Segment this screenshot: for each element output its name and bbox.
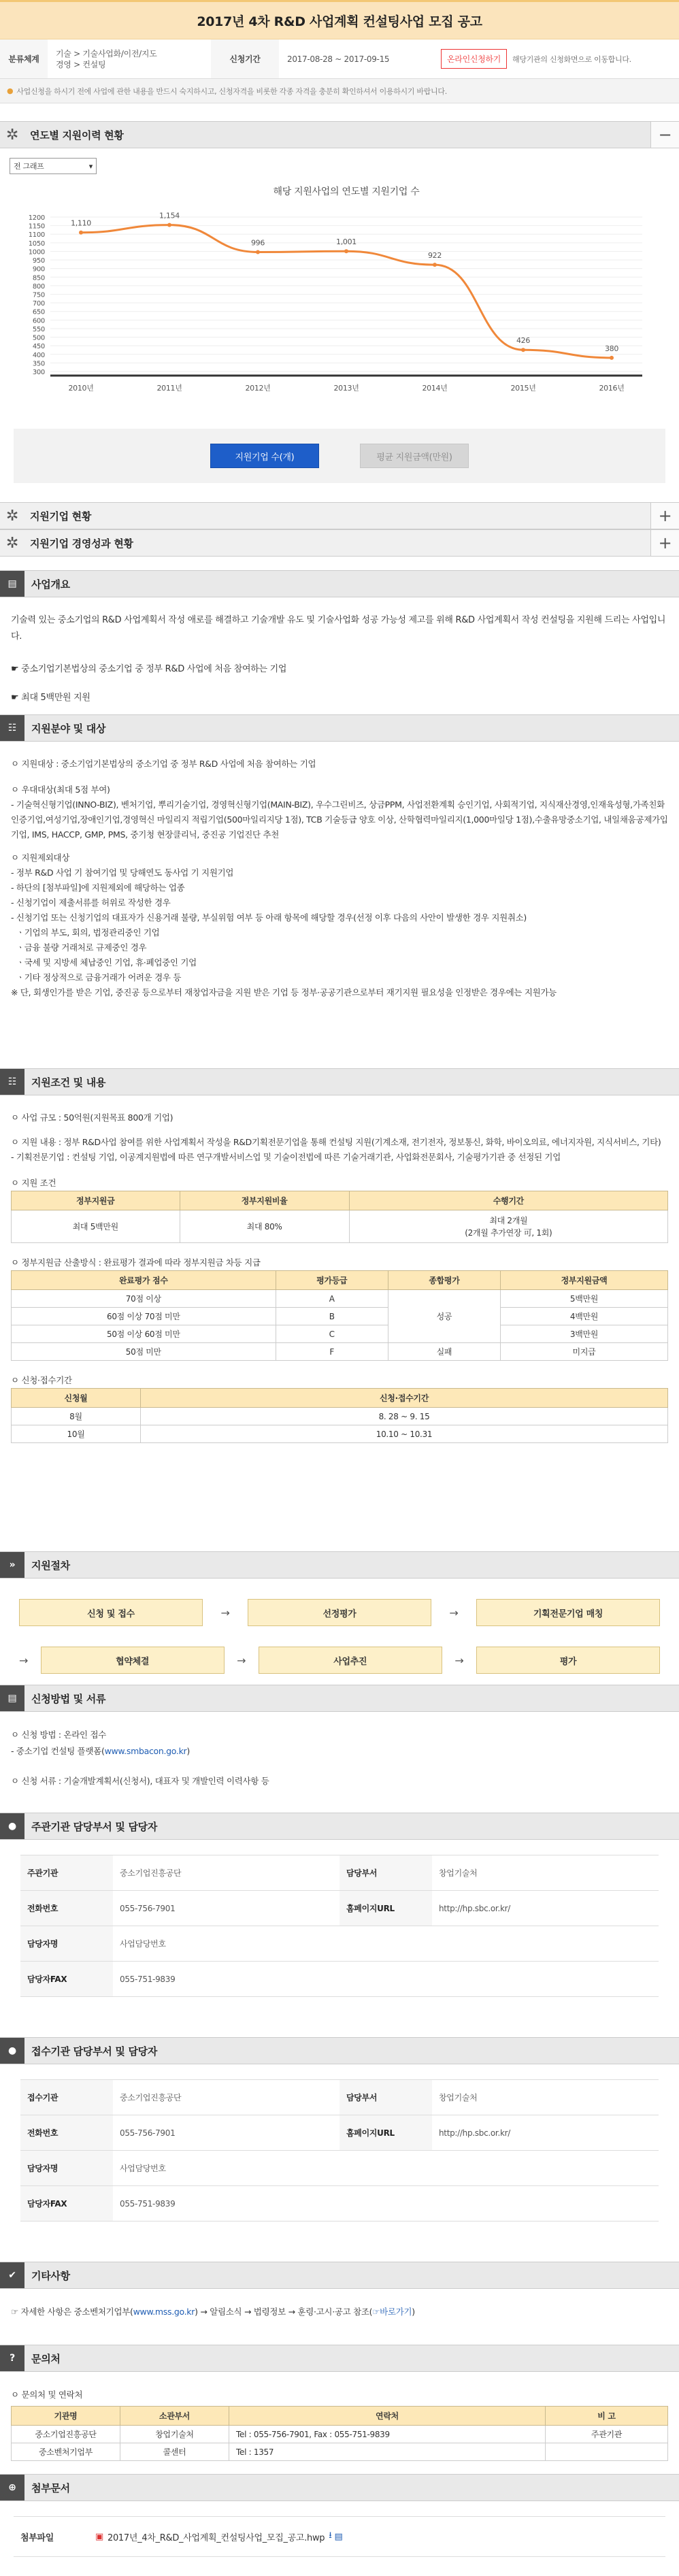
etc-text: ) — [412, 2307, 415, 2317]
online-apply-button[interactable]: 온라인신청하기 — [441, 49, 507, 69]
apply-line: ) — [186, 1746, 190, 1756]
table-cell: 50점 이상 60점 미만 — [12, 1325, 276, 1343]
gear-icon: ✲ — [5, 126, 19, 144]
attach-header — [0, 2474, 679, 2501]
chart-panel — [0, 148, 679, 502]
y-tick-label: 900 — [32, 265, 45, 274]
table-key: 홈페이지URL — [340, 1891, 432, 1926]
table-key: 전화번호 — [20, 1891, 113, 1926]
collapse-icon[interactable]: − — [650, 122, 679, 148]
x-tick-label: 2012년 — [245, 384, 271, 393]
y-tick-label: 450 — [32, 343, 45, 351]
chart-button-row — [14, 429, 665, 483]
overview-header — [0, 570, 679, 597]
table-value: 055-751-9839 — [113, 2186, 659, 2222]
table-header: 신청월 — [12, 1389, 141, 1408]
page-title-text: 2017년 4차 R&D 사업계획 컨설팅사업 모집 공고 — [197, 14, 482, 29]
shortcut-link[interactable]: ☞바로가기 — [372, 2307, 412, 2317]
data-point — [610, 356, 614, 360]
table-header: 완료평가 점수 — [12, 1271, 276, 1290]
avg-amount-button[interactable]: 평균 지원금액(만원) — [360, 444, 469, 468]
procedure-row — [0, 1647, 679, 1674]
field-line: ㅇ 지원대상 : 중소기업기본법상의 중소기업 중 정부 R&D 사업에 처음 참여하는 기업 — [11, 759, 316, 769]
table-value: 창업기술처 — [432, 2080, 659, 2115]
table-cell: Tel : 1357 — [229, 2443, 546, 2461]
arrow-right-icon: → — [454, 1653, 464, 1667]
person-icon: ● — [0, 1813, 24, 1839]
y-tick-label: 700 — [32, 300, 45, 308]
table-cell: B — [276, 1308, 388, 1325]
apply-note: 해당기관의 신청화면으로 이동합니다. — [512, 54, 631, 64]
field-line: ㆍ금융 불량 거래처로 규제중인 경우 — [16, 942, 147, 953]
data-point — [433, 263, 437, 267]
field-line: ㆍ기타 정상적으로 금융거래가 어려운 경우 등 — [16, 972, 182, 982]
procedure-row — [0, 1599, 679, 1626]
grant-table — [11, 1270, 668, 1361]
y-tick-label: 750 — [32, 291, 45, 299]
support-condition-table — [11, 1191, 668, 1243]
companies-count-button[interactable]: 지원기업 수(개) — [210, 444, 319, 468]
field-line: - 정부 R&D 사업 기 참여기업 및 당해연도 동사업 기 지원기업 — [11, 868, 234, 878]
table-value: 창업기술처 — [432, 1855, 659, 1891]
table-header: 정부지원금액 — [500, 1271, 667, 1290]
homepage-link[interactable]: http://hp.sbc.or.kr/ — [432, 1891, 659, 1926]
field-body — [0, 742, 679, 1068]
y-tick-label: 600 — [32, 317, 45, 325]
notice-bar — [0, 79, 679, 103]
table-key: 담당자FAX — [20, 2186, 113, 2222]
recv-org-body — [0, 2064, 679, 2262]
table-header: 정부지원비율 — [180, 1191, 349, 1210]
category-value: 기술 > 기술사업화/이전/지도 경영 > 컨설팅 — [56, 48, 157, 69]
table-header: 평가등급 — [276, 1271, 388, 1290]
table-cell-line: 최대 2개월 — [489, 1215, 528, 1225]
table-header: 비 고 — [546, 2407, 668, 2426]
table-cell: 4백만원 — [500, 1308, 667, 1325]
mss-link[interactable]: www.mss.go.kr — [133, 2307, 195, 2317]
arrow-right-icon: → — [220, 1606, 230, 1619]
y-tick-label: 850 — [32, 274, 45, 282]
download-icon[interactable]: ⭳ — [329, 2530, 332, 2541]
data-point — [344, 249, 348, 253]
procedure-title: 지원절차 — [31, 1559, 70, 1572]
arrow-right-icon: → — [449, 1606, 459, 1619]
data-point — [521, 348, 525, 352]
companies-header[interactable] — [0, 502, 679, 529]
field-line: - 신청기업이 제출서류를 허위로 작성한 경우 — [11, 897, 171, 908]
table-key: 전화번호 — [20, 2115, 113, 2151]
etc-header — [0, 2262, 679, 2289]
x-tick-label: 2013년 — [333, 384, 359, 393]
page-title — [0, 0, 679, 39]
contact-header — [0, 2345, 679, 2372]
gear-icon: ✲ — [5, 507, 19, 525]
data-label: 922 — [427, 251, 442, 261]
check-icon: ✔ — [0, 2262, 24, 2288]
period-label: 신청기간 — [211, 39, 279, 78]
field-line: ㅇ 지원제외대상 — [11, 853, 70, 863]
table-cell: 성공 — [388, 1290, 500, 1343]
table-cell: 50점 미만 — [12, 1343, 276, 1361]
table-header: 수행기간 — [349, 1191, 667, 1210]
x-tick-label: 2010년 — [68, 384, 94, 393]
preview-icon[interactable]: ▤ — [334, 2531, 343, 2542]
attach-file-link[interactable]: 2017년_4차_R&D_사업계획_컨설팅사업_모집_공고.hwp — [107, 2532, 325, 2543]
data-point — [79, 231, 83, 235]
x-tick-label: 2015년 — [510, 384, 536, 393]
y-tick-label: 1200 — [28, 214, 45, 222]
table-key: 접수기관 — [20, 2080, 113, 2115]
table-cell: 10월 — [12, 1425, 141, 1443]
table-cell: 10.10 ~ 10.31 — [141, 1425, 668, 1443]
category-label: 분류체계 — [0, 39, 48, 78]
field-line: ㆍ기업의 부도, 회의, 법정관리중인 기업 — [16, 927, 160, 938]
field-line: ㅇ 우대대상(최대 5점 부여) — [11, 785, 110, 795]
table-cell: 창업기술처 — [120, 2426, 229, 2443]
table-value: 중소기업진흥공단 — [113, 1855, 340, 1891]
table-key: 담당자FAX — [20, 1962, 113, 1997]
data-point — [256, 250, 260, 254]
apply-line: ㅇ 신청 서류 : 기술개발계획서(신청서), 대표자 및 개발인력 이력사항 등 — [11, 1776, 269, 1786]
conditions-line: ㅇ 신청·접수기간 — [11, 1375, 72, 1385]
info-icon: ● — [7, 86, 14, 95]
main-org-header — [0, 1813, 679, 1840]
x-tick-label: 2016년 — [599, 384, 625, 393]
procedure-step: 기획전문기업 매칭 — [476, 1599, 660, 1626]
document-icon: ▤ — [0, 571, 24, 597]
data-label: 1,110 — [71, 218, 91, 228]
conditions-line: - 기획전문기업 : 컨설팅 기업, 이공계지원법에 따른 연구개발서비스업 및 기술이전법에 따른 기술거래기관, 사업화전문회사, 기술평가기관 중 선정된 기업 — [11, 1152, 561, 1162]
overview-body — [0, 597, 679, 714]
apply-line: ㅇ 신청 방법 : 온라인 접수 — [11, 1730, 107, 1740]
checklist-icon: ☷ — [0, 715, 24, 741]
conditions-line: ㅇ 사업 규모 : 50억원(지원목표 800개 기업) — [11, 1112, 173, 1123]
data-label: 996 — [250, 238, 265, 248]
attachment-icon: ⊕ — [0, 2475, 24, 2500]
y-tick-label: 1000 — [28, 248, 45, 257]
conditions-line: ㅇ 지원 조건 — [11, 1178, 56, 1188]
main-org-title: 주관기관 담당부서 및 담당자 — [31, 1820, 158, 1833]
table-value: 055-756-7901 — [113, 1891, 340, 1926]
attach-row — [14, 2516, 665, 2557]
arrow-right-icon: → — [237, 1653, 246, 1667]
period-value: 2017-08-28 ~ 2017-09-15 — [287, 54, 390, 64]
etc-title: 기타사항 — [31, 2269, 70, 2282]
table-value: 055-756-7901 — [113, 2115, 340, 2151]
table-cell: C — [276, 1325, 388, 1343]
apply-title: 신청방법 및 서류 — [31, 1692, 106, 1705]
y-tick-label: 350 — [32, 360, 45, 368]
table-header: 정부지원금 — [12, 1191, 180, 1210]
data-label: 380 — [604, 344, 619, 353]
procedure-body — [0, 1579, 679, 1685]
field-line: - 하단의 [첨부파일]에 지원제외에 해당하는 업종 — [11, 882, 185, 893]
y-tick-label: 1050 — [28, 240, 45, 248]
chart-select-value: 전 그래프 — [14, 162, 44, 171]
x-tick-label: 2014년 — [422, 384, 448, 393]
table-cell: 5백만원 — [500, 1290, 667, 1308]
table-cell — [349, 1210, 667, 1243]
expand-icon[interactable]: + — [650, 530, 679, 556]
table-key: 담당부서 — [340, 2080, 432, 2115]
homepage-link[interactable]: http://hp.sbc.or.kr/ — [432, 2115, 659, 2151]
table-cell: 70점 이상 — [12, 1290, 276, 1308]
info-bar — [0, 39, 679, 79]
chart-type-select[interactable] — [10, 158, 97, 174]
notice-text: 사업신청을 하시기 전에 사업에 관한 내용을 반드시 숙지하시고, 신청자격을 비롯한 각종 자격을 충분히 확인하셔서 이용하시기 바랍니다. — [16, 86, 447, 96]
main-org-body — [0, 1840, 679, 2037]
table-cell: 주관기관 — [546, 2426, 668, 2443]
conditions-header — [0, 1068, 679, 1095]
table-value: 중소기업진흥공단 — [113, 2080, 340, 2115]
attach-title: 첨부문서 — [31, 2481, 70, 2494]
performance-title: 지원기업 경영성과 현황 — [30, 537, 133, 550]
y-tick-label: 550 — [32, 325, 45, 333]
recv-org-table — [20, 2079, 659, 2222]
apply-header — [0, 1685, 679, 1712]
contact-title: 문의처 — [31, 2352, 61, 2365]
fast-forward-icon: » — [0, 1552, 24, 1578]
period-table — [11, 1388, 668, 1443]
y-tick-label: 1100 — [28, 231, 45, 240]
y-tick-label: 1150 — [28, 222, 45, 231]
field-header — [0, 714, 679, 742]
y-tick-label: 400 — [32, 351, 45, 359]
apply-line: - 중소기업 컨설팅 플랫폼( — [11, 1746, 105, 1756]
table-cell — [546, 2443, 668, 2461]
conditions-body — [0, 1095, 679, 1551]
table-value: 사업담당번호 — [113, 1926, 659, 1962]
table-header: 연락처 — [229, 2407, 546, 2426]
table-key: 담당자명 — [20, 1926, 113, 1962]
etc-text: ☞ 자세한 사항은 중소벤처기업부( — [11, 2307, 133, 2317]
table-header: 신청·접수기간 — [141, 1389, 668, 1408]
field-line: - 신청기업 또는 신청기업의 대표자가 신용거래 불량, 부실위험 여부 등 아래 항목에 해당할 경우(선정 이후 다음의 사안이 발생한 경우 지원취소) — [11, 912, 527, 923]
overview-title: 사업개요 — [31, 578, 70, 591]
procedure-step: 선정평가 — [248, 1599, 431, 1626]
table-cell: 콜센터 — [120, 2443, 229, 2461]
table-header: 소관부서 — [120, 2407, 229, 2426]
field-line: ㆍ국세 및 지방세 체납중인 기업, 휴·폐업중인 기업 — [16, 957, 197, 968]
contact-table — [11, 2406, 668, 2461]
table-cell: Tel : 055-756-7901, Fax : 055-751-9839 — [229, 2426, 546, 2443]
hwp-file-icon: ▣ — [95, 2531, 103, 2542]
table-cell: 최대 80% — [180, 1210, 349, 1243]
table-cell: 8월 — [12, 1408, 141, 1425]
person-icon: ● — [0, 2038, 24, 2064]
table-value: 055-751-9839 — [113, 1962, 659, 1997]
table-key: 담당부서 — [340, 1855, 432, 1891]
procedure-step: 신청 및 접수 — [19, 1599, 203, 1626]
conditions-title: 지원조건 및 내용 — [31, 1076, 106, 1089]
overview-text: 기술력 있는 중소기업의 R&D 사업계획서 작성 애로를 해결하고 기술개발 유도 및 기술사업화 성공 가능성 제고를 위해 R&D 사업계획서 작성 컨설팅을 지원해 드리는 사업입니다. — [11, 615, 666, 642]
history-title: 연도별 지원이력 현황 — [30, 129, 124, 142]
companies-title: 지원기업 현황 — [30, 510, 92, 523]
table-cell: 미지급 — [500, 1343, 667, 1361]
procedure-step: 사업추진 — [259, 1647, 442, 1674]
contact-line: ㅇ 문의처 및 연락처 — [11, 2390, 83, 2400]
table-cell: F — [276, 1343, 388, 1361]
table-key: 담당자명 — [20, 2151, 113, 2186]
data-label: 1,154 — [159, 211, 180, 220]
y-tick-label: 300 — [32, 369, 45, 376]
y-tick-label: 650 — [32, 308, 45, 316]
y-tick-label: 800 — [32, 282, 45, 291]
field-title: 지원분야 및 대상 — [31, 722, 106, 735]
document-icon: ▤ — [0, 1685, 24, 1711]
line-chart — [10, 180, 669, 404]
table-cell: 실패 — [388, 1343, 500, 1361]
data-point — [167, 223, 171, 227]
data-label: 426 — [516, 336, 531, 346]
question-icon: ? — [0, 2345, 24, 2371]
etc-text: ) → 알림소식 → 법령정보 → 훈령·고시·공고 참조( — [195, 2307, 373, 2317]
checklist-icon: ☷ — [0, 1069, 24, 1095]
arrow-right-icon: → — [19, 1653, 29, 1667]
field-line: ※ 단, 회생인가를 받은 기업, 중진공 등으로부터 재창업자금을 지원 받은 기업 등 정부·공공기관으로부터 재기지원 필요성을 인정받은 경우에는 지원가능 — [11, 987, 557, 997]
table-cell: 최대 5백만원 — [12, 1210, 180, 1243]
conditions-line: ㅇ 정부지원금 산출방식 : 완료평가 결과에 따라 정부지원금 차등 지급 — [11, 1257, 261, 1268]
field-line: - 기술혁신형기업(INNO-BIZ), 벤처기업, 뿌리기술기업, 경영혁신형기업(MAIN-BIZ), 우수그린비즈, 상금PPM, 사업전환계획 승인기업, 사회적기업, 지식재산경영,인재육성형,가족친화인증기업,여성기업,장애인기업,경영혁신 마일리지 적립기업(500마일리지당 1점), TCB 기술등급 양호 이상, 산학협력마일리지(1,000마일당 1점),수출유망중소기업, 내일채움공제가입기업, IMS, HACCP, GMP, PMS, 중기청 현장클리닉, 중진공 기업진단 추천 — [11, 799, 668, 840]
chevron-down-icon: ▾ — [88, 161, 93, 171]
y-tick-label: 950 — [32, 257, 45, 265]
attach-body — [0, 2501, 679, 2576]
table-cell: 중소기업진흥공단 — [12, 2426, 120, 2443]
x-tick-label: 2011년 — [156, 384, 182, 393]
procedure-step: 평가 — [476, 1647, 660, 1674]
table-cell: 8. 28 ~ 9. 15 — [141, 1408, 668, 1425]
chart-title: 해당 지원사업의 연도별 지원기업 수 — [273, 186, 420, 197]
etc-body — [0, 2289, 679, 2345]
table-cell: A — [276, 1290, 388, 1308]
table-cell: 중소벤처기업부 — [12, 2443, 120, 2461]
data-label: 1,001 — [336, 237, 357, 247]
gear-icon: ✲ — [5, 534, 19, 552]
conditions-line: ㅇ 지원 내용 : 정부 R&D사업 참여를 위한 사업계획서 작성을 R&D기획전문기업을 통해 컨설팅 지원(기계소재, 전기전자, 정보통신, 화학, 바이오의료, 에너지자원, 지식서비스, 기타) — [11, 1137, 661, 1147]
table-header: 기관명 — [12, 2407, 120, 2426]
contact-body — [0, 2372, 679, 2474]
attach-label: 첨부파일 — [20, 2532, 54, 2543]
procedure-step: 협약체결 — [41, 1647, 225, 1674]
table-header: 종합평가 — [388, 1271, 500, 1290]
table-key: 홈페이지URL — [340, 2115, 432, 2151]
history-header[interactable] — [0, 121, 679, 148]
apply-body — [0, 1712, 679, 1813]
main-org-table — [20, 1855, 659, 1997]
overview-bullet: ☛ 최대 5백만원 지원 — [11, 693, 90, 703]
smbacon-link[interactable]: www.smbacon.go.kr — [104, 1746, 187, 1756]
table-cell: 60점 이상 70점 미만 — [12, 1308, 276, 1325]
y-tick-label: 500 — [32, 334, 45, 342]
overview-bullet: ☛ 중소기업기본법상의 중소기업 중 정부 R&D 사업에 처음 참여하는 기업 — [11, 664, 287, 674]
performance-header[interactable] — [0, 529, 679, 557]
recv-org-header — [0, 2037, 679, 2064]
table-cell-line: (2개월 추가연장 可, 1회) — [465, 1227, 552, 1238]
table-key: 주관기관 — [20, 1855, 113, 1891]
procedure-header — [0, 1551, 679, 1579]
recv-org-title: 접수기관 담당부서 및 담당자 — [31, 2045, 158, 2058]
table-value: 사업담당번호 — [113, 2151, 659, 2186]
expand-icon[interactable]: + — [650, 503, 679, 529]
table-cell: 3백만원 — [500, 1325, 667, 1343]
